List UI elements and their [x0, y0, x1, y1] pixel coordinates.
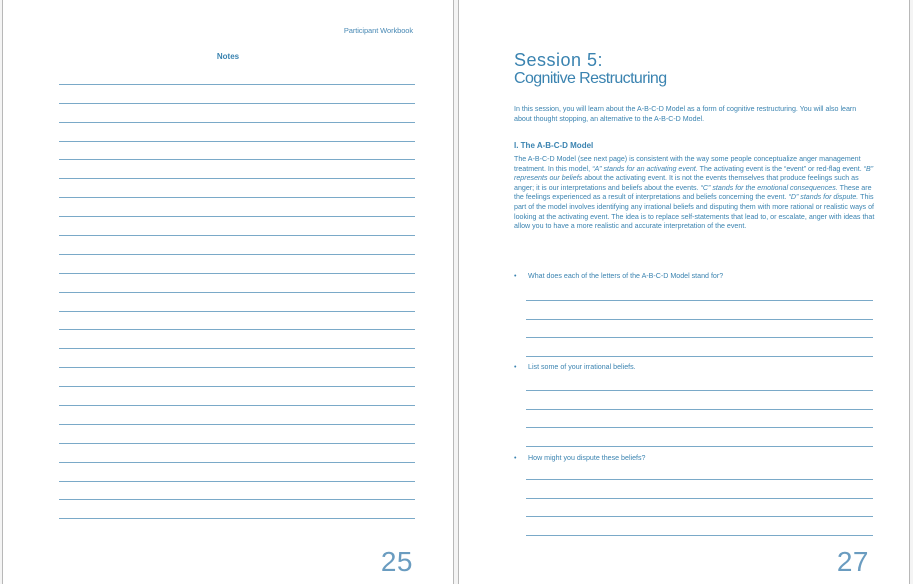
a-definition: “A” stands for an activating event. — [592, 164, 698, 173]
writing-line — [59, 198, 415, 217]
writing-line — [59, 349, 415, 368]
body-text-segment: The A-B-C-D Model (see next page) is consistent with the way some people conceptualize anger management treatment. In this model, — [514, 155, 861, 173]
right-page — [458, 0, 910, 584]
abcd-description — [514, 155, 876, 232]
left-page — [2, 0, 454, 584]
writing-line — [526, 428, 873, 447]
session-subtitle: Cognitive Restructuring — [514, 70, 667, 87]
writing-line — [59, 500, 415, 519]
writing-line — [59, 123, 415, 142]
question-text: How might you dispute these beliefs? — [528, 454, 646, 462]
bullet-icon: • — [514, 272, 517, 280]
writing-line — [59, 387, 415, 406]
writing-line — [526, 301, 873, 320]
writing-line — [526, 410, 873, 429]
writing-line — [526, 499, 873, 518]
writing-line — [526, 480, 873, 499]
body-text-segment: about the activating event. It is not the events themselves that produce feelings such as anger; it is our interpretations and beliefs about the events. — [514, 174, 859, 192]
notes-title: Notes — [216, 52, 240, 61]
session-title: Session 5: — [514, 50, 604, 70]
writing-line — [59, 312, 415, 331]
bullet-icon: • — [514, 363, 517, 371]
writing-line — [59, 66, 415, 85]
answer-lines-2 — [526, 372, 873, 447]
writing-line — [59, 425, 415, 444]
answer-lines-1 — [526, 282, 873, 357]
writing-line — [59, 330, 415, 349]
writing-line — [59, 142, 415, 161]
bullet-icon: • — [514, 454, 517, 462]
notes-writing-lines — [59, 66, 415, 519]
question-1 — [514, 272, 874, 280]
writing-line — [526, 391, 873, 410]
b-definition: “B” represents our beliefs — [514, 164, 874, 183]
writing-line — [59, 104, 415, 123]
writing-line — [59, 255, 415, 274]
writing-line — [59, 160, 415, 179]
c-definition: “C” stands for the emotional consequences. — [700, 183, 838, 192]
writing-line — [59, 85, 415, 104]
writing-line — [526, 461, 873, 480]
writing-line — [59, 444, 415, 463]
writing-line — [59, 274, 415, 293]
question-text: What does each of the letters of the A-B-C-D Model stand for? — [528, 272, 724, 280]
body-text-segment: These are the feelings experienced as a result of interpretations and beliefs concerning the event. — [514, 183, 872, 202]
question-text: List some of your irrational beliefs. — [528, 363, 636, 371]
writing-line — [59, 482, 415, 501]
answer-lines-3 — [526, 461, 873, 536]
page-number: 27 — [836, 546, 869, 577]
writing-line — [59, 463, 415, 482]
writing-line — [59, 368, 415, 387]
writing-line — [526, 282, 873, 301]
running-head: Participant Workbook — [343, 26, 413, 35]
d-definition: “D” stands for dispute. — [788, 193, 859, 202]
writing-line — [59, 236, 415, 255]
question-2 — [514, 363, 874, 371]
writing-line — [59, 179, 415, 198]
section-heading: I. The A-B-C-D Model — [514, 141, 594, 150]
body-text-segment: The activating event is the “event” or red-flag event. — [697, 164, 864, 173]
writing-line — [59, 293, 415, 312]
writing-line — [526, 338, 873, 357]
intro-paragraph: In this session, you will learn about the A-B-C-D Model as a form of cognitive restructuring. You will also learn about thought stopping, an alternative to the A-B-C-D Model. — [514, 105, 857, 123]
body-text-segment: This part of the model involves identifying any irrational beliefs and disputing them with more rational or realistic ways of looking at the activating event. The idea is to replace self-statements that lead to, or escalate, anger with ideas that allow you to have a more realistic and accurate interpretation of the event. — [514, 193, 875, 231]
writing-line — [526, 517, 873, 536]
writing-line — [526, 372, 873, 391]
writing-line — [59, 217, 415, 236]
writing-line — [526, 320, 873, 339]
page-number: 25 — [380, 546, 413, 577]
writing-line — [59, 406, 415, 425]
